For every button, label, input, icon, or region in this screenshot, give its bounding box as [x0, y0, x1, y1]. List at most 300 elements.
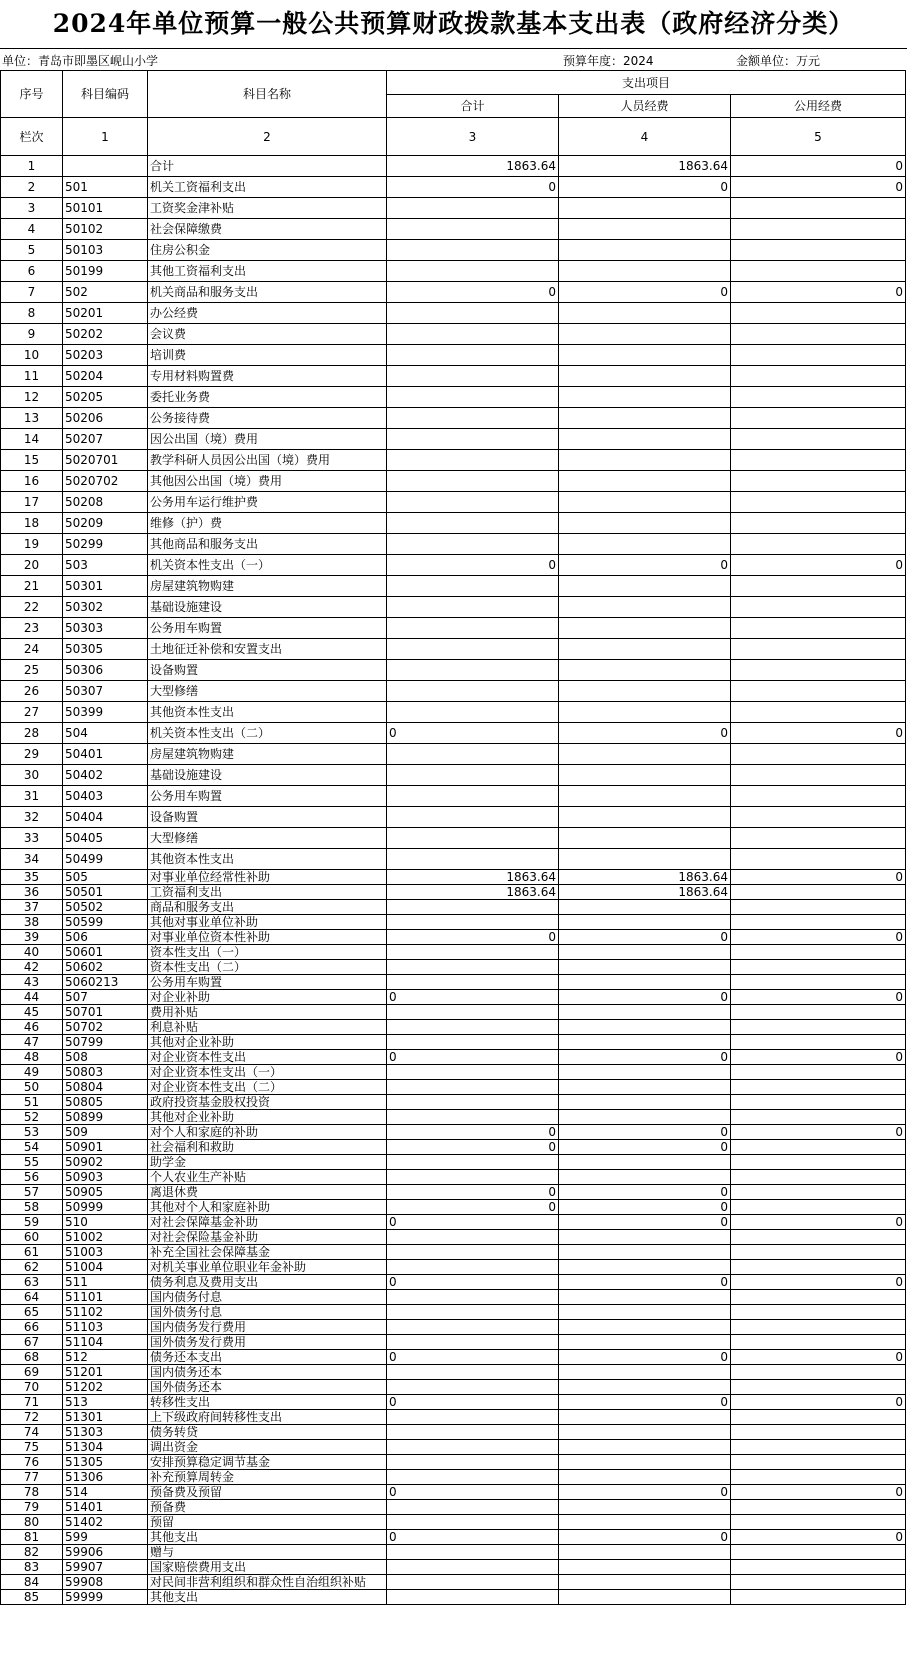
row-total — [387, 471, 559, 492]
row-personnel — [559, 900, 731, 915]
row-code: 503 — [63, 555, 148, 576]
row-name: 其他工资福利支出 — [148, 261, 387, 282]
table-row — [1, 1050, 906, 1065]
row-code: 50202 — [63, 324, 148, 345]
row-seq: 79 — [1, 1500, 63, 1515]
row-total — [387, 576, 559, 597]
row-name: 国外债务付息 — [148, 1305, 387, 1320]
row-personnel — [559, 1170, 731, 1185]
row-name: 债务利息及费用支出 — [148, 1275, 387, 1290]
row-name: 会议费 — [148, 324, 387, 345]
row-code: 50405 — [63, 828, 148, 849]
row-public — [731, 576, 906, 597]
row-seq: 69 — [1, 1365, 63, 1380]
table-row — [1, 261, 906, 282]
row-personnel — [559, 429, 731, 450]
row-total: 0 — [387, 1125, 559, 1140]
row-seq: 9 — [1, 324, 63, 345]
table-row — [1, 534, 906, 555]
row-personnel — [559, 1545, 731, 1560]
row-code: 50205 — [63, 387, 148, 408]
row-code: 50803 — [63, 1065, 148, 1080]
row-personnel — [559, 324, 731, 345]
row-public — [731, 1560, 906, 1575]
row-code: 50701 — [63, 1005, 148, 1020]
row-personnel: 0 — [559, 282, 731, 303]
row-personnel — [559, 1080, 731, 1095]
row-code: 50305 — [63, 639, 148, 660]
row-public — [731, 807, 906, 828]
row-total: 0 — [387, 1200, 559, 1215]
row-name: 对企业补助 — [148, 990, 387, 1005]
row-total — [387, 1245, 559, 1260]
row-code: 50299 — [63, 534, 148, 555]
row-personnel — [559, 1245, 731, 1260]
row-public — [731, 1455, 906, 1470]
row-personnel: 0 — [559, 1485, 731, 1500]
row-public — [731, 387, 906, 408]
row-personnel — [559, 1425, 731, 1440]
row-public — [731, 408, 906, 429]
row-code: 59907 — [63, 1560, 148, 1575]
row-total — [387, 618, 559, 639]
row-total: 0 — [387, 1215, 559, 1230]
page-title: 2024年单位预算一般公共预算财政拨款基本支出表（政府经济分类） — [52, 9, 855, 38]
row-personnel — [559, 1500, 731, 1515]
row-total — [387, 1335, 559, 1350]
row-public — [731, 849, 906, 870]
row-public: 0 — [731, 1395, 906, 1410]
row-name: 机关资本性支出（二） — [148, 723, 387, 744]
row-seq: 71 — [1, 1395, 63, 1410]
row-seq: 46 — [1, 1020, 63, 1035]
row-name: 对企业资本性支出（二） — [148, 1080, 387, 1095]
row-name: 设备购置 — [148, 660, 387, 681]
row-personnel — [559, 702, 731, 723]
row-code: 506 — [63, 930, 148, 945]
row-public — [731, 1170, 906, 1185]
row-personnel — [559, 1575, 731, 1590]
row-name: 公务用车运行维护费 — [148, 492, 387, 513]
table-row — [1, 1095, 906, 1110]
row-name: 国外债务发行费用 — [148, 1335, 387, 1350]
table-row — [1, 387, 906, 408]
row-code: 50402 — [63, 765, 148, 786]
row-personnel: 1863.64 — [559, 885, 731, 900]
row-seq: 2 — [1, 177, 63, 198]
row-seq: 1 — [1, 156, 63, 177]
row-personnel — [559, 660, 731, 681]
row-code: 50404 — [63, 807, 148, 828]
table-row — [1, 960, 906, 975]
budget-year: 预算年度：2024 — [563, 54, 654, 68]
row-seq: 3 — [1, 198, 63, 219]
row-code: 51002 — [63, 1230, 148, 1245]
row-personnel — [559, 303, 731, 324]
row-personnel: 0 — [559, 990, 731, 1005]
row-seq: 17 — [1, 492, 63, 513]
table-row — [1, 681, 906, 702]
row-personnel: 0 — [559, 177, 731, 198]
table-body — [1, 156, 906, 1605]
table-row — [1, 1110, 906, 1125]
header-name: 科目名称 — [148, 71, 387, 118]
row-public — [731, 744, 906, 765]
row-code: 50499 — [63, 849, 148, 870]
row-code: 50307 — [63, 681, 148, 702]
row-public — [731, 1425, 906, 1440]
row-public — [731, 219, 906, 240]
row-public: 0 — [731, 555, 906, 576]
row-public — [731, 639, 906, 660]
row-total: 0 — [387, 1485, 559, 1500]
row-total — [387, 219, 559, 240]
row-public — [731, 1500, 906, 1515]
row-personnel — [559, 945, 731, 960]
row-public: 0 — [731, 1530, 906, 1545]
row-total — [387, 408, 559, 429]
row-public — [731, 1095, 906, 1110]
row-personnel: 0 — [559, 1530, 731, 1545]
row-seq: 62 — [1, 1260, 63, 1275]
row-name: 房屋建筑物购建 — [148, 576, 387, 597]
row-seq: 25 — [1, 660, 63, 681]
row-seq: 55 — [1, 1155, 63, 1170]
row-public: 0 — [731, 1215, 906, 1230]
row-name: 机关工资福利支出 — [148, 177, 387, 198]
row-total — [387, 345, 559, 366]
row-total: 0 — [387, 177, 559, 198]
row-public: 0 — [731, 1125, 906, 1140]
row-total — [387, 1035, 559, 1050]
row-personnel: 1863.64 — [559, 870, 731, 885]
row-name: 对机关事业单位职业年金补助 — [148, 1260, 387, 1275]
row-seq: 26 — [1, 681, 63, 702]
table-row — [1, 1575, 906, 1590]
row-seq: 51 — [1, 1095, 63, 1110]
row-personnel: 0 — [559, 555, 731, 576]
table-row — [1, 156, 906, 177]
col-5: 5 — [731, 118, 906, 156]
row-personnel — [559, 1260, 731, 1275]
table-row — [1, 1260, 906, 1275]
row-total — [387, 660, 559, 681]
row-code: 50207 — [63, 429, 148, 450]
row-public — [731, 1230, 906, 1245]
row-code: 51101 — [63, 1290, 148, 1305]
table-row — [1, 915, 906, 930]
row-personnel — [559, 1290, 731, 1305]
row-public — [731, 828, 906, 849]
row-seq: 42 — [1, 960, 63, 975]
row-personnel — [559, 618, 731, 639]
row-personnel — [559, 1110, 731, 1125]
row-total — [387, 900, 559, 915]
table-row — [1, 1515, 906, 1530]
row-seq: 85 — [1, 1590, 63, 1605]
row-total — [387, 534, 559, 555]
row-personnel: 0 — [559, 1125, 731, 1140]
row-code: 50306 — [63, 660, 148, 681]
row-personnel — [559, 744, 731, 765]
row-seq: 53 — [1, 1125, 63, 1140]
table-row — [1, 975, 906, 990]
row-name: 费用补贴 — [148, 1005, 387, 1020]
row-name: 政府投资基金股权投资 — [148, 1095, 387, 1110]
table-row — [1, 765, 906, 786]
row-total — [387, 1515, 559, 1530]
row-name: 办公经费 — [148, 303, 387, 324]
row-code: 50805 — [63, 1095, 148, 1110]
row-name: 其他资本性支出 — [148, 702, 387, 723]
row-public: 0 — [731, 156, 906, 177]
row-personnel: 0 — [559, 723, 731, 744]
row-name: 国家赔偿费用支出 — [148, 1560, 387, 1575]
row-public — [731, 945, 906, 960]
col-4: 4 — [559, 118, 731, 156]
table-row — [1, 1320, 906, 1335]
row-name: 合计 — [148, 156, 387, 177]
row-code: 50602 — [63, 960, 148, 975]
row-code: 511 — [63, 1275, 148, 1290]
row-name: 利息补贴 — [148, 1020, 387, 1035]
row-seq: 33 — [1, 828, 63, 849]
row-name: 其他支出 — [148, 1590, 387, 1605]
row-public — [731, 450, 906, 471]
row-name: 基础设施建设 — [148, 597, 387, 618]
row-name: 预留 — [148, 1515, 387, 1530]
table-row — [1, 744, 906, 765]
table-row — [1, 807, 906, 828]
row-personnel: 0 — [559, 1050, 731, 1065]
row-code: 50201 — [63, 303, 148, 324]
row-seq: 16 — [1, 471, 63, 492]
row-personnel — [559, 1440, 731, 1455]
row-seq: 24 — [1, 639, 63, 660]
row-code: 504 — [63, 723, 148, 744]
row-personnel — [559, 198, 731, 219]
row-name: 专用材料购置费 — [148, 366, 387, 387]
row-code: 51104 — [63, 1335, 148, 1350]
row-public — [731, 702, 906, 723]
row-name: 住房公积金 — [148, 240, 387, 261]
row-total — [387, 1110, 559, 1125]
table-row — [1, 408, 906, 429]
row-code: 5060213 — [63, 975, 148, 990]
table-row — [1, 429, 906, 450]
row-total — [387, 366, 559, 387]
row-name: 公务用车购置 — [148, 975, 387, 990]
row-personnel — [559, 1020, 731, 1035]
row-public — [731, 1020, 906, 1035]
row-name: 土地征迁补偿和安置支出 — [148, 639, 387, 660]
table-row — [1, 1290, 906, 1305]
row-code: 512 — [63, 1350, 148, 1365]
row-seq: 80 — [1, 1515, 63, 1530]
row-public — [731, 1140, 906, 1155]
row-code: 507 — [63, 990, 148, 1005]
row-code: 50102 — [63, 219, 148, 240]
row-code: 50206 — [63, 408, 148, 429]
row-name: 债务转贷 — [148, 1425, 387, 1440]
table-row — [1, 870, 906, 885]
row-personnel — [559, 975, 731, 990]
row-personnel: 0 — [559, 930, 731, 945]
row-seq: 27 — [1, 702, 63, 723]
row-personnel — [559, 240, 731, 261]
header-personnel: 人员经费 — [559, 95, 731, 118]
row-seq: 20 — [1, 555, 63, 576]
row-public — [731, 324, 906, 345]
header-total: 合计 — [387, 95, 559, 118]
row-personnel — [559, 366, 731, 387]
row-code: 50702 — [63, 1020, 148, 1035]
table-row — [1, 1395, 906, 1410]
row-seq: 75 — [1, 1440, 63, 1455]
row-public — [731, 303, 906, 324]
table-row — [1, 1335, 906, 1350]
row-code: 50799 — [63, 1035, 148, 1050]
row-code: 50401 — [63, 744, 148, 765]
row-seq: 76 — [1, 1455, 63, 1470]
table-row — [1, 555, 906, 576]
row-total — [387, 786, 559, 807]
table-row — [1, 1305, 906, 1320]
row-name: 助学金 — [148, 1155, 387, 1170]
row-personnel: 0 — [559, 1200, 731, 1215]
row-code: 50199 — [63, 261, 148, 282]
row-personnel: 0 — [559, 1215, 731, 1230]
row-public — [731, 1200, 906, 1215]
row-code: 50103 — [63, 240, 148, 261]
row-total: 0 — [387, 1395, 559, 1410]
row-name: 设备购置 — [148, 807, 387, 828]
row-public — [731, 660, 906, 681]
row-code: 50302 — [63, 597, 148, 618]
row-name: 社会福利和救助 — [148, 1140, 387, 1155]
row-public — [731, 492, 906, 513]
row-total: 0 — [387, 990, 559, 1005]
row-total — [387, 1365, 559, 1380]
header-seq: 序号 — [1, 71, 63, 118]
row-public — [731, 198, 906, 219]
row-code: 50303 — [63, 618, 148, 639]
row-name: 债务还本支出 — [148, 1350, 387, 1365]
row-personnel — [559, 807, 731, 828]
row-name: 基础设施建设 — [148, 765, 387, 786]
row-name: 其他对企业补助 — [148, 1110, 387, 1125]
table-row — [1, 1200, 906, 1215]
row-seq: 84 — [1, 1575, 63, 1590]
row-total — [387, 1425, 559, 1440]
row-personnel — [559, 471, 731, 492]
row-total — [387, 1290, 559, 1305]
row-name: 其他商品和服务支出 — [148, 534, 387, 555]
table-row — [1, 1035, 906, 1050]
table-row — [1, 576, 906, 597]
row-public — [731, 1290, 906, 1305]
row-seq: 31 — [1, 786, 63, 807]
row-seq: 29 — [1, 744, 63, 765]
row-personnel — [559, 1455, 731, 1470]
row-total — [387, 1320, 559, 1335]
row-public — [731, 1575, 906, 1590]
row-personnel — [559, 576, 731, 597]
row-personnel: 0 — [559, 1395, 731, 1410]
table-row — [1, 1470, 906, 1485]
row-name: 大型修缮 — [148, 828, 387, 849]
row-code: 50905 — [63, 1185, 148, 1200]
row-personnel — [559, 219, 731, 240]
row-personnel — [559, 450, 731, 471]
row-code: 50599 — [63, 915, 148, 930]
row-seq: 83 — [1, 1560, 63, 1575]
row-code: 50502 — [63, 900, 148, 915]
row-name: 调出资金 — [148, 1440, 387, 1455]
row-seq: 45 — [1, 1005, 63, 1020]
row-seq: 50 — [1, 1080, 63, 1095]
row-total — [387, 1065, 559, 1080]
row-seq: 35 — [1, 870, 63, 885]
table-row — [1, 1425, 906, 1440]
row-total — [387, 513, 559, 534]
row-total — [387, 1500, 559, 1515]
row-public — [731, 240, 906, 261]
table-row — [1, 1545, 906, 1560]
row-code: 51103 — [63, 1320, 148, 1335]
table-row — [1, 1500, 906, 1515]
row-personnel: 0 — [559, 1185, 731, 1200]
row-personnel — [559, 1065, 731, 1080]
table-row — [1, 900, 906, 915]
row-seq: 74 — [1, 1425, 63, 1440]
row-name: 对企业资本性支出 — [148, 1050, 387, 1065]
table-row — [1, 240, 906, 261]
table-row — [1, 1485, 906, 1500]
row-public — [731, 261, 906, 282]
row-seq: 57 — [1, 1185, 63, 1200]
row-personnel — [559, 387, 731, 408]
table-row — [1, 1185, 906, 1200]
row-name: 其他资本性支出 — [148, 849, 387, 870]
table-row — [1, 618, 906, 639]
row-public — [731, 681, 906, 702]
row-name: 对民间非营利组织和群众性自治组织补贴 — [148, 1575, 387, 1590]
row-name: 大型修缮 — [148, 681, 387, 702]
budget-table — [0, 70, 906, 1605]
table-row — [1, 1065, 906, 1080]
row-name: 维修（护）费 — [148, 513, 387, 534]
row-name: 预备费 — [148, 1500, 387, 1515]
table-row — [1, 1365, 906, 1380]
row-total — [387, 1080, 559, 1095]
row-name: 其他对事业单位补助 — [148, 915, 387, 930]
table-row — [1, 177, 906, 198]
row-seq: 4 — [1, 219, 63, 240]
table-row — [1, 513, 906, 534]
row-personnel — [559, 1320, 731, 1335]
row-seq: 7 — [1, 282, 63, 303]
row-total — [387, 975, 559, 990]
row-code: 50301 — [63, 576, 148, 597]
row-total — [387, 240, 559, 261]
row-code: 509 — [63, 1125, 148, 1140]
row-personnel — [559, 513, 731, 534]
col-label: 栏次 — [1, 118, 63, 156]
row-name: 赠与 — [148, 1545, 387, 1560]
row-total — [387, 765, 559, 786]
row-code: 50399 — [63, 702, 148, 723]
